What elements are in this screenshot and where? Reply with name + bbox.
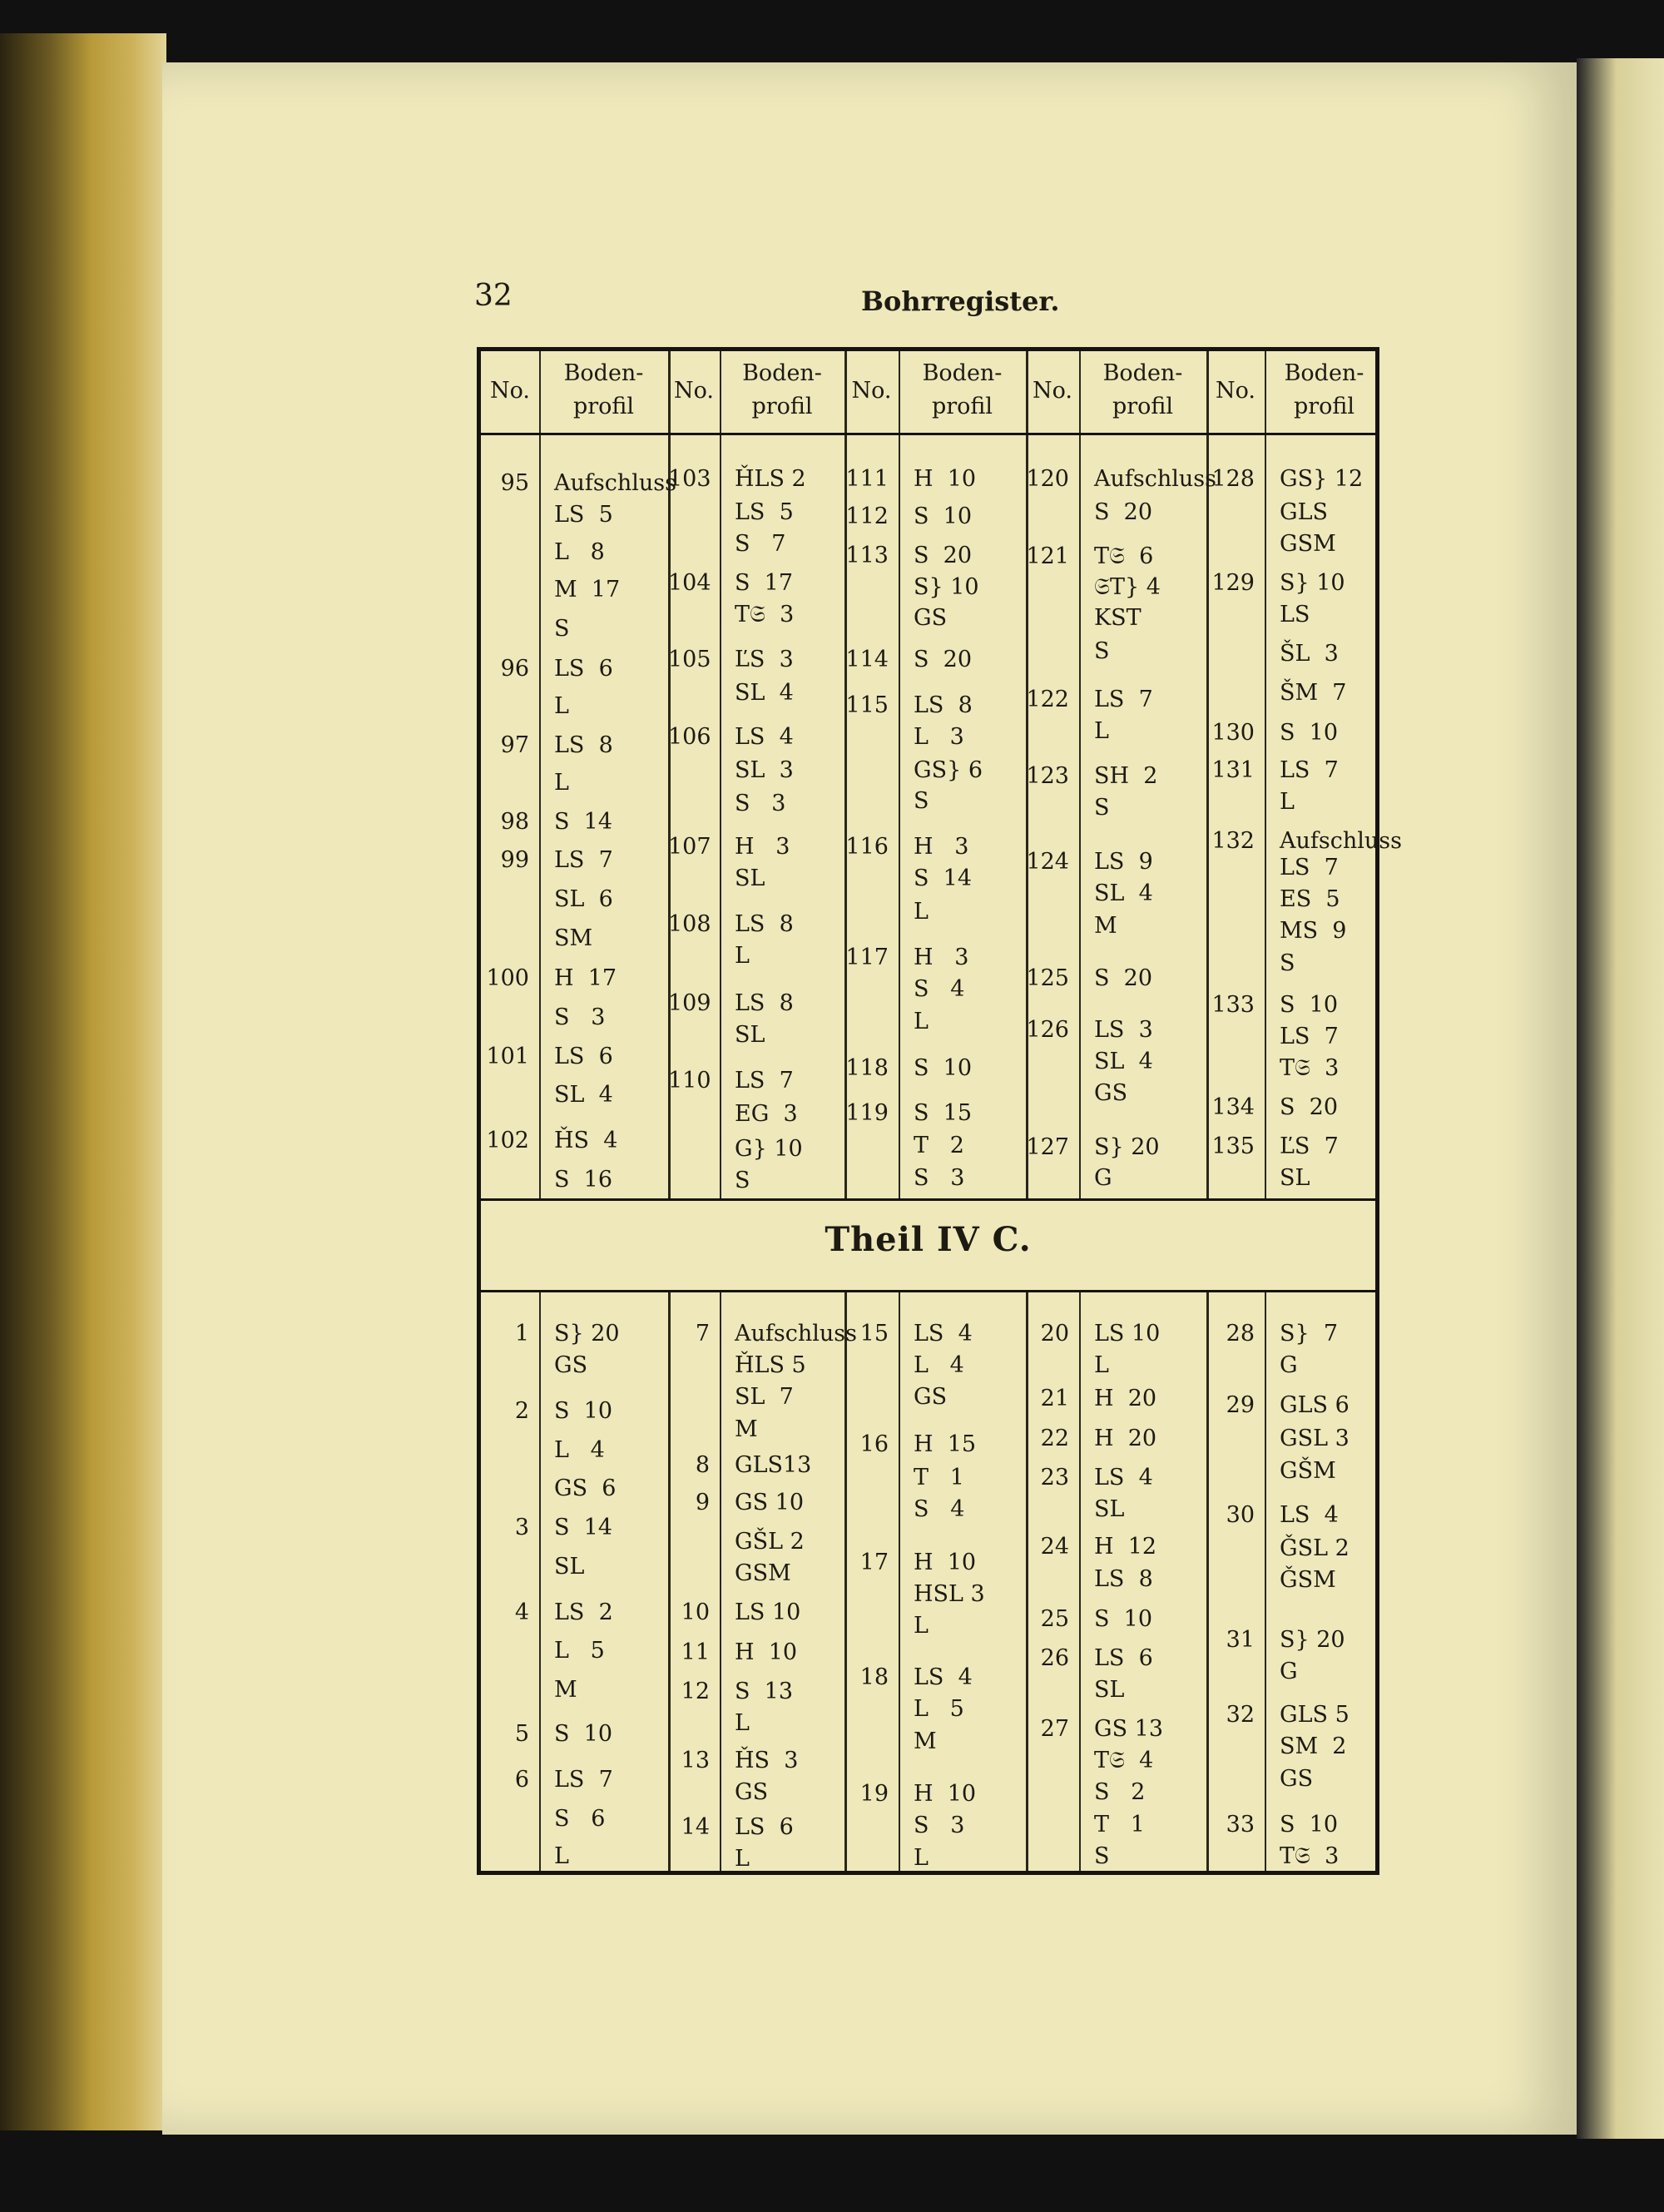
header-profil-line2: profil (931, 394, 993, 419)
upper-profile-entry: H 3 (735, 834, 790, 860)
lower-profile-entry: GSL 3 (1280, 1426, 1350, 1451)
lower-profile-entry: S 3 (914, 1813, 965, 1838)
upper-profile-entry: LS 7 (1280, 855, 1339, 880)
upper-profile-entry: T𝔖 3 (1280, 1055, 1340, 1081)
upper-bore-number: 98 (500, 809, 529, 835)
upper-profile-entry: H 3 (914, 834, 969, 860)
upper-profile-entry: LS 7 (1280, 1024, 1339, 1049)
upper-bore-number: 95 (500, 470, 529, 496)
lower-bore-number: 26 (1040, 1645, 1069, 1671)
lower-profile-entry: GS 13 (1094, 1716, 1164, 1742)
lower-profile-entry: GLS 5 (1280, 1702, 1350, 1728)
lower-profile-entry: GS (554, 1352, 588, 1378)
upper-profile-entry: KST (1094, 605, 1142, 631)
column-rule (899, 351, 900, 1871)
upper-profile-entry: L (735, 943, 750, 969)
lower-profile-entry: SL (1094, 1496, 1125, 1522)
upper-profile-entry: LS 8 (735, 911, 794, 937)
header-profil-line2: profil (1293, 394, 1355, 419)
column-rule (720, 351, 721, 1871)
upper-profile-entry: L (1280, 789, 1295, 815)
lower-profile-entry: LS 7 (554, 1767, 613, 1793)
upper-bore-number: 121 (1026, 543, 1069, 569)
lower-profile-entry: L 5 (554, 1638, 605, 1664)
column-rule (539, 351, 541, 1871)
lower-profile-entry: LS 10 (1094, 1321, 1161, 1347)
upper-bore-number: 113 (845, 543, 889, 568)
upper-bore-number: 96 (500, 656, 529, 682)
lower-bore-number: 18 (859, 1664, 889, 1690)
lower-profile-entry: ǦSM (1280, 1567, 1336, 1593)
upper-bore-number: 109 (668, 990, 711, 1016)
upper-profile-entry: LS 8 (554, 732, 613, 758)
upper-profile-entry: LS 6 (554, 656, 613, 682)
upper-bore-number: 130 (1211, 720, 1255, 746)
upper-profile-entry: ES 5 (1280, 886, 1340, 912)
upper-profile-entry: GLS (1280, 499, 1328, 525)
lower-profile-entry: LS 4 (1280, 1502, 1339, 1528)
section-title: Theil IV C. (825, 1220, 1032, 1259)
lower-profile-entry: SM 2 (1280, 1733, 1347, 1759)
upper-bore-number: 115 (845, 692, 889, 718)
upper-profile-entry: G} 10 (735, 1136, 803, 1162)
upper-profile-entry: LS 8 (735, 990, 794, 1016)
upper-profile-entry: S (1094, 638, 1110, 664)
lower-bore-number: 19 (859, 1781, 889, 1807)
upper-profile-entry: H 17 (554, 965, 617, 991)
lower-bore-number: 1 (514, 1321, 529, 1347)
upper-profile-entry: S 3 (914, 1165, 965, 1191)
upper-profile-entry: S (914, 788, 929, 814)
lower-profile-entry: H 10 (914, 1550, 977, 1575)
upper-profile-entry: LS 3 (1094, 1017, 1153, 1043)
upper-bore-number: 123 (1026, 763, 1069, 789)
upper-profile-entry: S 20 (1094, 499, 1153, 525)
upper-bore-number: 118 (845, 1055, 889, 1081)
lower-bore-number: 25 (1040, 1606, 1069, 1632)
lower-profile-entry: HSL 3 (914, 1581, 985, 1607)
lower-profile-entry: LS 4 (914, 1664, 973, 1690)
header-bodenprofil (539, 357, 668, 424)
upper-profile-entry: S 3 (554, 1004, 606, 1030)
upper-bore-number: 134 (1211, 1094, 1255, 1120)
upper-profile-entry: ȞS 4 (554, 1128, 618, 1153)
lower-profile-entry: T𝔖 3 (1280, 1843, 1340, 1869)
upper-profile-entry: S 10 (1280, 992, 1339, 1018)
lower-profile-entry: LS 6 (1094, 1645, 1153, 1671)
lower-bore-number: 10 (681, 1599, 710, 1625)
lower-profile-entry: L (914, 1845, 929, 1871)
lower-profile-entry: M (914, 1728, 937, 1754)
upper-profile-entry: S 7 (735, 531, 786, 557)
lower-profile-entry: H 10 (914, 1781, 977, 1807)
upper-profile-entry: GSM (1280, 531, 1336, 557)
lower-profile-entry: LS 2 (554, 1599, 613, 1625)
upper-profile-entry: ŠL 3 (1280, 641, 1339, 667)
header-profil-line1: Boden- (1102, 360, 1183, 386)
lower-profile-entry: S 10 (554, 1721, 613, 1747)
lower-bore-number: 17 (859, 1550, 889, 1575)
upper-profile-entry: S (735, 1168, 750, 1193)
upper-profile-entry: S 3 (735, 791, 786, 816)
lower-profile-entry: T𝔖 4 (1094, 1748, 1154, 1773)
lower-bore-number: 13 (681, 1748, 710, 1773)
upper-profile-entry: LS 5 (735, 499, 794, 525)
lower-profile-entry: ȞLS 5 (735, 1352, 806, 1378)
upper-profile-entry: T𝔖 3 (735, 602, 795, 627)
lower-bore-number: 12 (681, 1679, 710, 1704)
header-bodenprofil (1079, 357, 1206, 424)
lower-bore-number: 5 (514, 1721, 529, 1747)
lower-profile-entry: H 12 (1094, 1534, 1157, 1560)
upper-profile-entry: L 3 (914, 724, 964, 750)
upper-bore-number: 126 (1026, 1017, 1069, 1043)
upper-bore-number: 104 (668, 570, 711, 596)
upper-profile-entry: ŠM 7 (1280, 680, 1347, 706)
upper-bore-number: 127 (1026, 1134, 1069, 1160)
upper-bore-number: 120 (1026, 466, 1069, 492)
upper-profile-entry: S 17 (735, 570, 794, 596)
upper-profile-entry: L (914, 1009, 929, 1034)
lower-bore-number: 20 (1040, 1321, 1069, 1347)
upper-profile-entry: M (1094, 913, 1117, 939)
lower-bore-number: 22 (1040, 1426, 1069, 1451)
header-bodenprofil (1265, 357, 1384, 424)
upper-profile-entry: GS (914, 605, 948, 631)
lower-profile-entry: S} 20 (1280, 1627, 1345, 1653)
upper-profile-entry: 𝔖T} 4 (1094, 574, 1161, 600)
lower-profile-entry: M (735, 1416, 758, 1442)
upper-bore-number: 119 (845, 1100, 889, 1126)
lower-profile-entry: S 6 (554, 1806, 606, 1832)
page-number: 32 (474, 279, 513, 313)
upper-profile-entry: LS 8 (914, 692, 973, 718)
header-profil-line2: profil (1112, 394, 1174, 419)
lower-bore-number: 31 (1226, 1627, 1255, 1653)
header-profil-line2: profil (572, 394, 635, 419)
upper-profile-entry: H 3 (914, 945, 969, 970)
upper-profile-entry: SL 4 (735, 680, 794, 706)
upper-profile-entry: S 14 (914, 865, 973, 891)
upper-bore-number: 129 (1211, 570, 1255, 596)
lower-profile-entry: S 10 (554, 1398, 613, 1424)
lower-profile-entry: GSM (735, 1560, 791, 1586)
upper-bore-number: 132 (1211, 828, 1255, 854)
lower-profile-entry: L (554, 1843, 569, 1869)
upper-profile-entry: EG 3 (735, 1101, 798, 1127)
upper-profile-entry: Aufschluss (1280, 828, 1402, 854)
lower-bore-number: 6 (514, 1767, 529, 1793)
upper-bore-number: 103 (668, 466, 711, 492)
upper-bore-number: 102 (486, 1128, 529, 1153)
lower-profile-entry: Aufschluss (735, 1321, 857, 1347)
lower-profile-entry: H 10 (735, 1639, 798, 1665)
upper-bore-number: 107 (668, 834, 711, 860)
upper-profile-entry: S 15 (914, 1100, 973, 1126)
lower-bore-number: 2 (514, 1398, 529, 1424)
lower-profile-entry: H 15 (914, 1431, 977, 1457)
upper-profile-entry: S 16 (554, 1167, 613, 1193)
lower-profile-entry: ȞS 3 (735, 1748, 799, 1773)
lower-profile-entry: GS (914, 1384, 948, 1410)
lower-profile-entry: L (914, 1613, 929, 1639)
lower-bore-number: 16 (859, 1431, 889, 1457)
upper-profile-entry: ȞLS 2 (735, 466, 806, 492)
upper-profile-entry: MS 9 (1280, 918, 1347, 944)
lower-bore-number: 8 (695, 1452, 710, 1478)
upper-profile-entry: M 17 (554, 577, 621, 603)
upper-bore-number: 100 (486, 965, 529, 991)
lower-bore-number: 23 (1040, 1465, 1069, 1490)
upper-profile-entry: SL (1280, 1165, 1310, 1191)
lower-profile-entry: L 4 (914, 1352, 964, 1378)
header-no: No. (851, 378, 892, 404)
book-edge-right (1577, 58, 1664, 2139)
lower-bore-number: 30 (1226, 1502, 1255, 1528)
lower-profile-entry: SL 7 (735, 1384, 794, 1410)
upper-profile-entry: S 20 (1280, 1094, 1339, 1120)
lower-profile-entry: LS 10 (735, 1599, 801, 1625)
header-bodenprofil (720, 357, 844, 424)
column-rule (1026, 351, 1028, 1871)
upper-profile-entry: SM (554, 925, 593, 951)
header-rule (481, 433, 1375, 435)
upper-bore-number: 125 (1026, 965, 1069, 991)
lower-bore-number: 7 (695, 1321, 710, 1347)
lower-bore-number: 11 (681, 1639, 710, 1665)
upper-profile-entry: L (1094, 718, 1109, 744)
upper-profile-entry: GS} 6 (914, 757, 983, 783)
upper-profile-entry: GS (1094, 1080, 1128, 1106)
lower-profile-entry: GŠM (1280, 1458, 1336, 1484)
header-profil-line2: profil (751, 394, 813, 419)
upper-profile-entry: S 10 (914, 503, 973, 529)
lower-profile-entry: LS 4 (914, 1321, 973, 1347)
lower-profile-entry: LS 8 (1094, 1566, 1153, 1592)
header-no: No. (490, 378, 530, 404)
upper-profile-entry: S} 10 (1280, 570, 1345, 596)
upper-profile-entry: S 10 (914, 1055, 973, 1081)
lower-profile-entry: S 13 (735, 1679, 794, 1704)
upper-profile-entry: LS 6 (554, 1044, 613, 1069)
upper-profile-entry: S 20 (914, 647, 973, 672)
upper-bore-number: 97 (500, 732, 529, 758)
upper-bore-number: 128 (1211, 466, 1255, 492)
lower-profile-entry: SL (554, 1554, 585, 1580)
lower-bore-number: 4 (514, 1599, 529, 1625)
lower-bore-number: 27 (1040, 1716, 1069, 1742)
column-rule (1079, 351, 1081, 1871)
upper-bore-number: 117 (845, 945, 889, 970)
upper-profile-entry: SL (735, 865, 765, 891)
upper-profile-entry: LS (1280, 602, 1310, 627)
upper-profile-entry: ĽS 7 (1280, 1133, 1339, 1159)
upper-profile-entry: LS 7 (1280, 757, 1339, 783)
upper-bore-number: 116 (845, 834, 889, 860)
upper-profile-entry: G (1094, 1165, 1112, 1191)
lower-profile-entry: S 2 (1094, 1779, 1146, 1805)
upper-profile-entry: T𝔖 6 (1094, 543, 1154, 569)
header-bodenprofil (899, 357, 1026, 424)
upper-profile-entry: LS 9 (1094, 849, 1153, 875)
header-no: No. (1216, 378, 1255, 404)
lower-profile-entry: L 5 (914, 1696, 964, 1722)
upper-bore-number: 133 (1211, 992, 1255, 1018)
lower-bore-number: 28 (1226, 1321, 1255, 1347)
header-no: No. (1033, 378, 1072, 404)
lower-profile-entry: S 10 (1280, 1812, 1339, 1838)
upper-profile-entry: LS 7 (1094, 687, 1153, 712)
upper-profile-entry: SL 6 (554, 886, 613, 912)
lower-bore-number: 9 (695, 1490, 710, 1515)
upper-bore-number: 108 (668, 911, 711, 937)
upper-profile-entry: L (914, 899, 929, 925)
lower-bore-number: 14 (681, 1814, 710, 1840)
lower-profile-entry: S} 7 (1280, 1321, 1339, 1347)
lower-bore-number: 32 (1226, 1702, 1255, 1728)
header-no: No. (674, 378, 714, 404)
lower-profile-entry: L 4 (554, 1437, 605, 1463)
lower-profile-entry: GS 6 (554, 1475, 617, 1501)
lower-profile-entry: S 4 (914, 1496, 965, 1522)
lower-profile-entry: GLS13 (735, 1452, 812, 1478)
lower-profile-entry: SL (1094, 1677, 1125, 1703)
upper-profile-entry: SL 4 (1094, 880, 1153, 906)
lower-profile-entry: S 14 (554, 1515, 613, 1540)
lower-profile-entry: L (735, 1846, 750, 1872)
upper-profile-entry: Aufschluss (554, 470, 676, 496)
upper-profile-entry: LS 7 (554, 847, 613, 873)
upper-profile-entry: S} 10 (914, 574, 979, 600)
upper-profile-entry: LS 5 (554, 502, 613, 528)
upper-bore-number: 111 (845, 466, 889, 492)
upper-profile-entry: S 20 (1094, 965, 1153, 991)
upper-bore-number: 122 (1026, 687, 1069, 712)
lower-profile-entry: G (1280, 1659, 1298, 1684)
upper-profile-entry: SL 3 (735, 757, 794, 783)
running-title: Bohrregister. (861, 285, 1060, 317)
upper-profile-entry: SL 4 (1094, 1049, 1153, 1074)
upper-profile-entry: T 2 (914, 1133, 964, 1158)
upper-bore-number: 101 (486, 1044, 529, 1069)
column-rule (1265, 351, 1266, 1871)
section-rule (481, 1290, 1375, 1292)
lower-profile-entry: G (1280, 1352, 1298, 1378)
upper-bore-number: 110 (668, 1068, 711, 1094)
upper-bore-number: 124 (1026, 849, 1069, 875)
lower-profile-entry: M (554, 1677, 577, 1703)
lower-profile-entry: LS 6 (735, 1814, 794, 1840)
upper-profile-entry: S 4 (914, 976, 965, 1002)
upper-profile-entry: S (1094, 795, 1110, 821)
upper-bore-number: 114 (845, 647, 889, 672)
upper-profile-entry: L (554, 770, 569, 796)
upper-profile-entry: LS 7 (735, 1068, 794, 1094)
lower-profile-entry: GŠL 2 (735, 1529, 805, 1555)
lower-profile-entry: GS (1280, 1766, 1314, 1792)
lower-profile-entry: S} 20 (554, 1321, 620, 1347)
lower-bore-number: 29 (1226, 1392, 1255, 1418)
lower-profile-entry: S (1094, 1843, 1110, 1869)
upper-bore-number: 131 (1211, 757, 1255, 783)
lower-profile-entry: T 1 (914, 1465, 964, 1490)
lower-profile-entry: S 10 (1094, 1606, 1153, 1632)
lower-profile-entry: GLS 6 (1280, 1392, 1350, 1418)
upper-bore-number: 112 (845, 503, 889, 529)
upper-profile-entry: SH 2 (1094, 763, 1158, 789)
upper-bore-number: 135 (1211, 1133, 1255, 1159)
lower-profile-entry: H 20 (1094, 1386, 1157, 1411)
upper-profile-entry: S 10 (1280, 720, 1339, 746)
upper-profile-entry: H 10 (914, 466, 977, 492)
bore-register-table (477, 347, 1402, 1875)
lower-profile-entry: ǦSL 2 (1280, 1535, 1350, 1561)
upper-profile-entry: L 8 (554, 539, 605, 565)
lower-bore-number: 3 (514, 1515, 529, 1540)
upper-profile-entry: Aufschluss (1094, 466, 1216, 492)
upper-profile-entry: S 20 (914, 543, 973, 568)
lower-profile-entry: T 1 (1094, 1812, 1145, 1838)
upper-profile-entry: L (554, 693, 569, 719)
upper-profile-entry: SL (735, 1022, 765, 1048)
lower-profile-entry: GS (735, 1779, 769, 1805)
lower-profile-entry: L (735, 1710, 750, 1736)
upper-profile-entry: SL 4 (554, 1082, 613, 1108)
header-profil-line1: Boden- (922, 360, 1003, 386)
lower-bore-number: 15 (859, 1321, 889, 1347)
header-profil-line1: Boden- (742, 360, 822, 386)
upper-bore-number: 106 (668, 724, 711, 750)
lower-profile-entry: LS 4 (1094, 1465, 1153, 1490)
lower-bore-number: 33 (1226, 1812, 1255, 1838)
upper-profile-entry: S 14 (554, 809, 613, 835)
lower-bore-number: 21 (1040, 1386, 1069, 1411)
lower-profile-entry: GS 10 (735, 1490, 805, 1515)
upper-profile-entry: S} 20 (1094, 1134, 1160, 1160)
header-profil-line1: Boden- (1284, 360, 1364, 386)
lower-bore-number: 24 (1040, 1534, 1069, 1560)
header-profil-line1: Boden- (563, 360, 644, 386)
lower-profile-entry: L (1094, 1352, 1109, 1378)
lower-profile-entry: H 20 (1094, 1426, 1157, 1451)
book-edge-left (0, 33, 166, 2130)
upper-profile-entry: S (1280, 950, 1295, 976)
upper-profile-entry: ĽS 3 (735, 647, 794, 672)
upper-bore-number: 99 (500, 847, 529, 873)
upper-profile-entry: S (554, 616, 570, 642)
upper-profile-entry: GS} 12 (1280, 466, 1364, 492)
upper-profile-entry: LS 4 (735, 724, 794, 750)
upper-bore-number: 105 (668, 647, 711, 672)
